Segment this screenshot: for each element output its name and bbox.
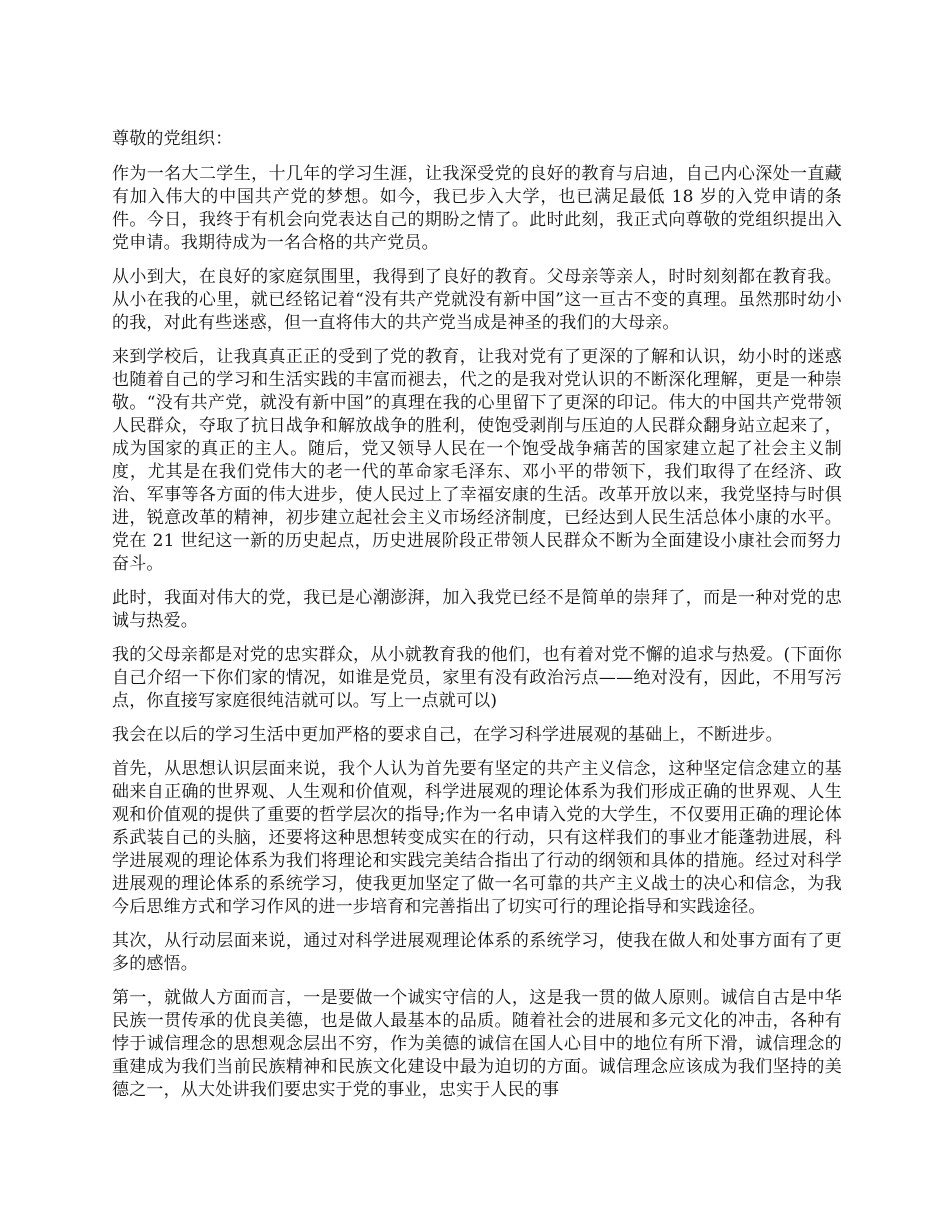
paragraph-commitment: 我会在以后的学习生活中更加严格的要求自己，在学习科学进展观的基础上，不断进步。: [112, 725, 783, 745]
paragraph-school-party-education: 来到学校后，让我真真正正的受到了党的教育，让我对党有了更深的了解和认识，幼小时的迷惑也随着自己的学习和生活实践的丰富而褪去，代之的是我对党认识的不断深化理解，更是一种崇敬。“没有共产党，就没有新中国”的真理在我的心里留下了更深的印记。伟大的中国共产党带领人民群众，夺取了抗日战争和解放战争的胜利，使饱受剥削与压迫的人民群众翻身站立起来了，成为国家的真正的主人。随后，党又领导人民在一个饱受战争痛苦的国家建立起了社会主义制度，尤其是在我们党伟大的老一代的革命家毛泽东、邓小平的带领下，我们取得了在经济、政治、军事等各方面的伟大进步，使人民过上了幸福安康的生活。改革开放以来，我党坚持与时俱进，锐意改革的精神，初步建立起社会主义市场经济制度，已经达到人民生活总体小康的水平。党在 21 世纪这一新的历史起点，历史进展阶段正带领人民群众不断为全面建设小康社会而努力奋斗。: [112, 347, 842, 574]
paragraph-intro: 作为一名大二学生，十几年的学习生涯，让我深受党的良好的教育与启迪，自己内心深处一直藏有加入伟大的中国共产党的梦想。如今，我已步入大学，也已满足最低 18 岁的入党申请的条件。今日，我终于有机会向党表达自己的期盼之情了。此时此刻，我正式向尊敬的党组织提出入党申请。我期待成为一名合格的共产党员。: [112, 164, 842, 253]
paragraph-integrity: 第一，就做人方面而言，一是要做一个诚实守信的人，这是我一贯的做人原则。诚信自古是中华民族一贯传承的优良美德，也是做人最基本的品质。随着社会的进展和多元文化的冲击，各种有悖于诚信理念的思想观念层出不穷，作为美德的诚信在国人心目中的地位有所下滑，诚信理念的重建成为我们当前民族精神和民族文化建设中最为迫切的方面。诚信理念应该成为我们坚持的美德之一，从大处讲我们要忠实于党的事业，忠实于人民的事: [112, 988, 842, 1100]
document-page: [112, 128, 842, 1113]
paragraph-parents: 我的父母亲都是对党的忠实群众，从小就教育我的他们，也有着对党不懈的追求与热爱。(下面你自己介绍一下你们家的情况，如谁是党员，家里有没有政治污点——绝对没有，因此，不用写污点，你直接写家庭很纯洁就可以。写上一点就可以): [112, 645, 842, 711]
paragraph-loyalty: 此时，我面对伟大的党，我已是心潮澎湃，加入我党已经不是简单的崇拜了，而是一种对党的忠诚与热爱。: [112, 588, 842, 631]
paragraph-action-level: 其次，从行动层面来说，通过对科学进展观理论体系的系统学习，使我在做人和处事方面有了更多的感悟。: [112, 931, 842, 974]
paragraph-thought-level: 首先，从思想认识层面来说，我个人认为首先要有坚定的共产主义信念，这种坚定信念建立的基础来自正确的世界观、人生观和价值观，科学进展观的理论体系为我们形成正确的世界观、人生观和价值观的提供了重要的哲学层次的指导;作为一名申请入党的大学生，不仅要用正确的理论体系武装自己的头脑，还要将这种思想转变成实在的行动，只有这样我们的事业才能蓬勃进展，科学进展观的理论体系为我们将理论和实践完美结合指出了行动的纲领和具体的措施。经过对科学进展观的理论体系的系统学习，使我更加坚定了做一名可靠的共产主义战士的决心和信念，为我今后思维方式和学习作风的进一步培育和完善指出了切实可行的理论指导和实践途径。: [112, 759, 842, 917]
salutation: 尊敬的党组织：: [112, 129, 233, 149]
paragraph-family-education: 从小到大，在良好的家庭氛围里，我得到了良好的教育。父母亲等亲人，时时刻刻都在教育我。从小在我的心里，就已经铭记着“没有共产党就没有新中国”这一亘古不变的真理。虽然那时幼小的我，对此有些迷惑，但一直将伟大的共产党当成是神圣的我们的大母亲。: [112, 267, 842, 333]
